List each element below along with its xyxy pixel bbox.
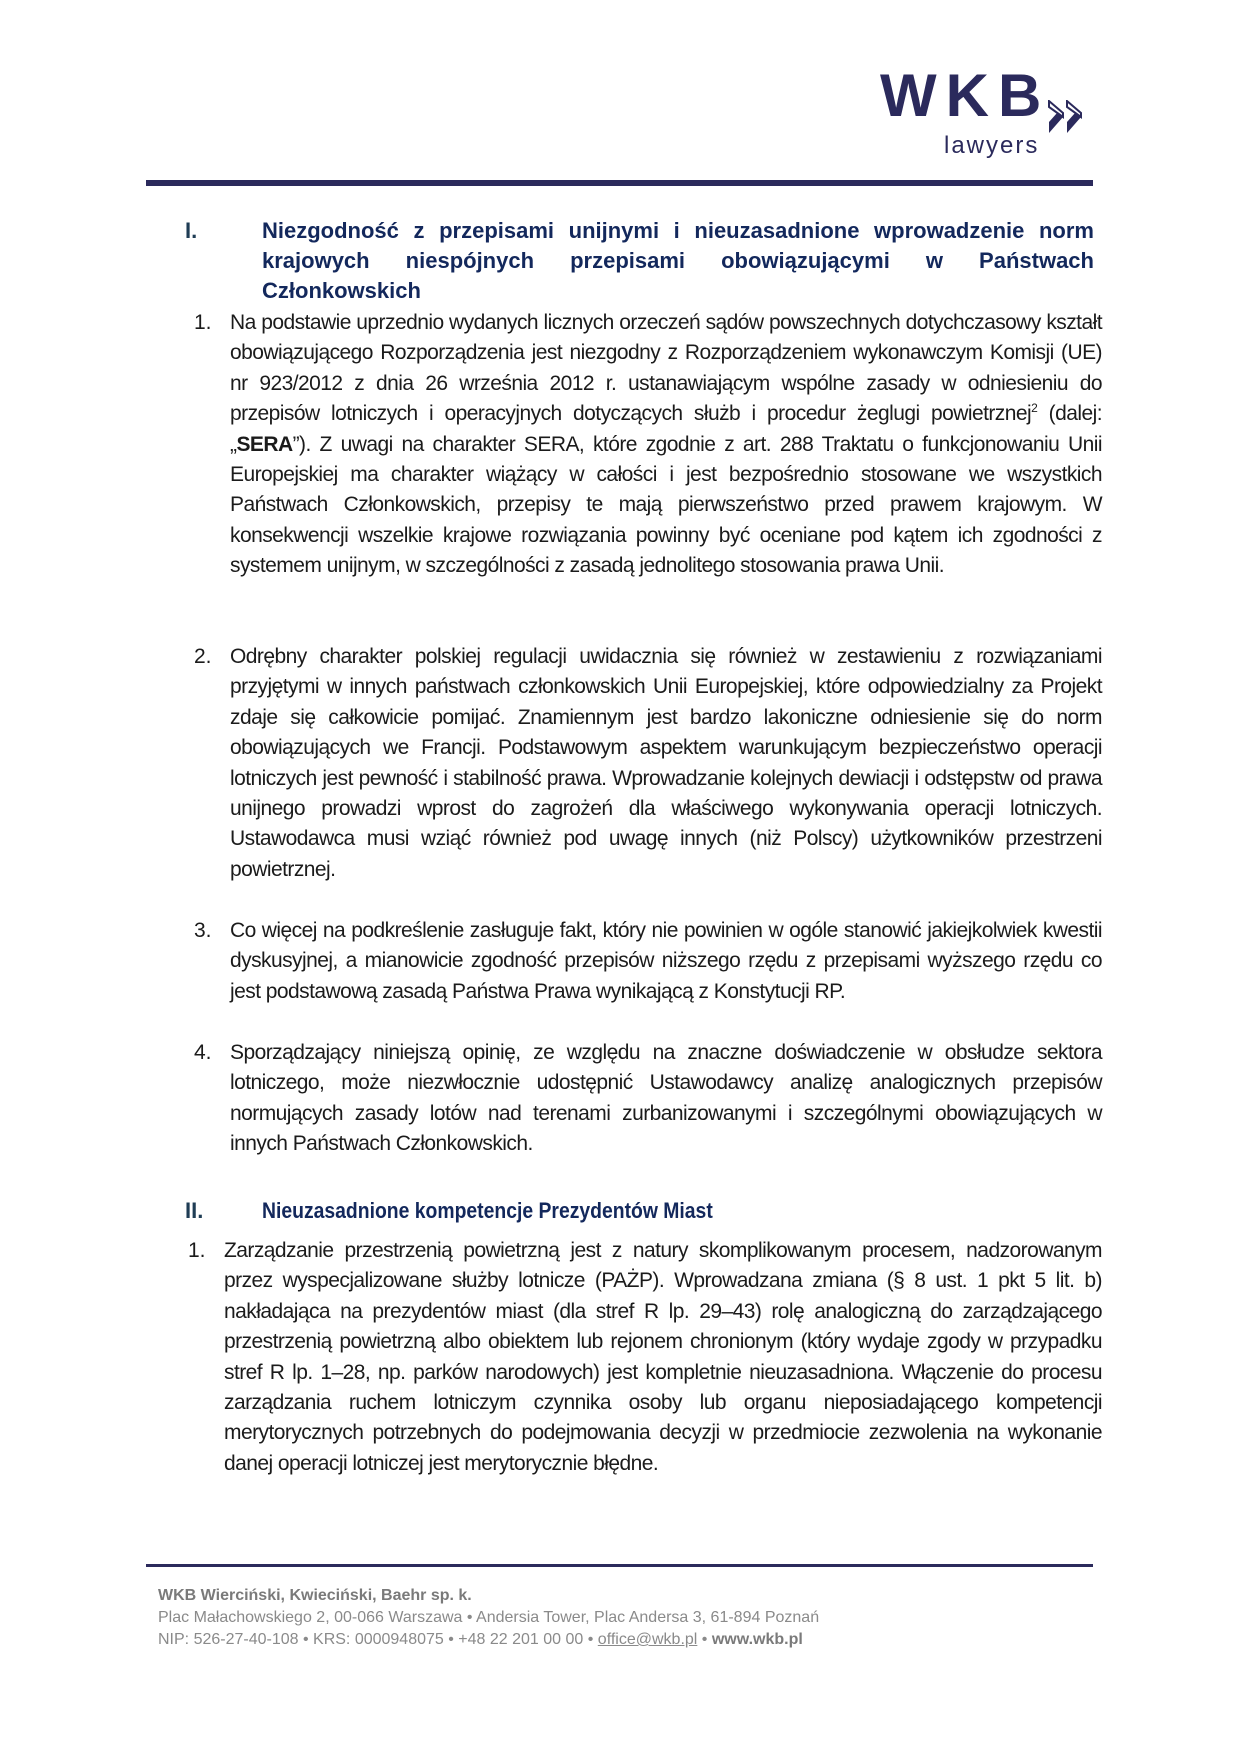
footer-firm-name: WKB Wierciński, Kwieciński, Baehr sp. k. — [158, 1587, 472, 1604]
section-heading: Niezgodność z przepisami unijnymi i nieuzasadnione wprowadzenie norm krajowych niespójnych przepisami obowiązującymi w Państwach Członkowskich — [262, 218, 1094, 303]
list-item-number: 1. — [188, 1239, 206, 1262]
footer-divider — [146, 1564, 1093, 1567]
text-segment: (dalej: „ — [230, 402, 1102, 456]
double-chevron-icon — [1048, 100, 1084, 134]
list-item-number: 1. — [194, 311, 212, 334]
list-item-number: 4. — [194, 1041, 212, 1064]
logo-subtext: lawyers — [944, 132, 1040, 159]
text-segment: Na podstawie uprzednio wydanych licznych orzeczeń sądów powszechnych dotychczasowy kształt obowiązującego Rozporządzenia jest niezgodny z Rozporządzeniem wykonawczym Komisji (UE) nr 923/2012 z dnia 26 września 2012 r. ustanawiającym wspólne zasady w odniesieniu do przepisów lotniczych i operacyjnych dotyczących służb i procedur żeglugi powietrznej — [230, 311, 1102, 426]
section-number: II. — [185, 1198, 204, 1223]
footer-registry: NIP: 526-27-40-108 • KRS: 0000948075 • +48 22 201 00 00 • — [158, 1631, 598, 1648]
list-item-text: Co więcej na podkreślenie zasługuje fakt, który nie powinien w ogóle stanowić jakiejkolwiek kwestii dyskusyjnej, a mianowicie zgodność przepisów niższego rzędu z przepisami wyższego rzędu co jest podstawową zasadą Państwa Prawa wynikającą z Konstytucji RP. — [230, 919, 1102, 1003]
footer-contact — [158, 1629, 819, 1651]
footer-addresses: Plac Małachowskiego 2, 00-066 Warszawa • Andersia Tower, Plac Andersa 3, 61-894 Poznań — [158, 1609, 820, 1626]
email-link[interactable]: office@wkb.pl — [597, 1631, 698, 1648]
page-footer — [158, 1585, 819, 1651]
text-segment: ”). Z uwagi na charakter SERA, które zgodnie z art. 288 Traktatu o funkcjonowaniu Unii Europejskiej ma charakter wiążący w całości i jest bezpośrednio stosowane we wszystkich Państwach Członkowskich, przepisy te mają pierwszeństwo przed prawem krajowym. W konsekwencji wszelkie krajowe rozwiązania powinny być oceniane pod kątem ich zgodności z systemem unijnym, w szczególności z zasadą jednolitego stosowania prawa Unii. — [230, 432, 1102, 578]
list-item-text: Sporządzający niniejszą opinię, ze względu na znaczne doświadczenie w obsłudze sektora lotniczego, może niezwłocznie udostępnić Ustawodawcy analizę analogicznych przepisów normujących zasady lotów nad terenami zurbanizowanymi i szczególnymi obowiązujących w innych Państwach Członkowskich. — [230, 1041, 1102, 1156]
wkb-logo — [880, 62, 1090, 166]
list-item-text: Zarządzanie przestrzenią powietrzną jest z natury skomplikowanym procesem, nadzorowanym przez wyspecjalizowane służby lotnicze (PAŻP). Wprowadzana zmiana (§ 8 ust. 1 pkt 5 lit. b) nakładająca na prezydentów miast (dla stref R lp. 29–43) rolę analogiczną do zarządzającego przestrzenią powietrzną albo obiektem lub rejonem chronionym (który wydaje zgody w przypadku stref R lp. 1–28, np. parków narodowych) jest kompletnie nieuzasadniona. Włączenie do procesu zarządzania ruchem lotniczym czynnika osoby lub organu nieposiadającego kompetencji merytorycznych potrzebnych do podejmowania decyzji w przedmiocie zezwolenia na wykonanie danej operacji lotniczej jest merytorycznie błędne. — [224, 1239, 1102, 1475]
list-item-number: 3. — [194, 919, 212, 942]
footnote-ref[interactable]: 2 — [1031, 401, 1038, 416]
list-item-number: 2. — [194, 645, 212, 668]
logo-wordmark: WKB — [880, 62, 1051, 129]
list-item-text: Odrębny charakter polskiej regulacji uwidacznia się również w zestawieniu z rozwiązaniami przyjętymi w innych państwach członkowskich Unii Europejskiej, które odpowiedzialny za Projekt zdaje się całkowicie pomijać. Znamiennym jest bardzo lakoniczne odniesienie się do norm obowiązujących we Francji. Podstawowym aspektem warunkującym bezpieczeństwo operacji lotniczych jest pewność i stabilność prawa. Wprowadzanie kolejnych dewiacji i odstępstw od prawa unijnego prowadzi wprost do zagrożeń dla właściwego wykonywania operacji lotniczych. Ustawodawca musi wziąć również pod uwagę innych (niż Polscy) użytkowników przestrzeni powietrznej. — [230, 645, 1102, 881]
section-heading: Nieuzasadnione kompetencje Prezydentów Miast — [262, 1198, 713, 1223]
list-item-text — [230, 308, 1102, 582]
footer-separator: • — [697, 1631, 712, 1648]
website-link[interactable]: www.wkb.pl — [711, 1631, 803, 1648]
header-divider — [146, 180, 1093, 186]
section-number: I. — [185, 218, 198, 243]
defined-term: SERA — [236, 432, 293, 456]
